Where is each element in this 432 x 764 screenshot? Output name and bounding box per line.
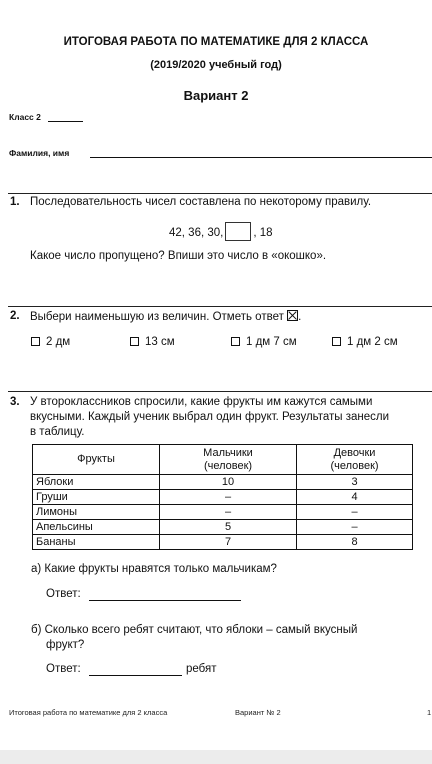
- table-cell: –: [160, 505, 297, 520]
- school-year: (2019/2020 учебный год): [150, 59, 282, 71]
- q2-option-4[interactable]: [332, 336, 398, 348]
- table-header-cell: Девочки (человек): [297, 445, 413, 475]
- fruit-table: [32, 444, 413, 550]
- checkbox-icon[interactable]: [332, 337, 341, 346]
- crossed-checkbox-icon: [287, 310, 298, 321]
- table-cell: Яблоки: [33, 475, 160, 490]
- sequence-right: , 18: [253, 227, 273, 239]
- page-title: ИТОГОВАЯ РАБОТА ПО МАТЕМАТИКЕ ДЛЯ 2 КЛАССА: [63, 36, 369, 48]
- q2-option-2[interactable]: [130, 336, 175, 348]
- option-label: 1 дм 2 см: [347, 336, 398, 348]
- table-cell: Апельсины: [33, 520, 160, 535]
- q3-part-b-line-2: фрукт?: [46, 639, 85, 651]
- class-input-line[interactable]: [48, 121, 83, 122]
- table-header-cell: Фрукты: [33, 445, 160, 475]
- page-number: 1: [427, 708, 432, 717]
- checkbox-icon[interactable]: [231, 337, 240, 346]
- q3-line-2: вкусными. Каждый ученик выбрал один фрукт. Результаты занесли: [30, 411, 390, 423]
- footer-variant: Вариант № 2: [235, 708, 281, 717]
- table-row: [33, 475, 413, 490]
- table-cell: Груши: [33, 490, 160, 505]
- q3-part-b-line-1: б) Сколько всего ребят считают, что яблоки – самый вкусный: [31, 624, 358, 636]
- table-cell: –: [297, 505, 413, 520]
- answer-label-a: Ответ:: [46, 588, 81, 600]
- name-input-line[interactable]: [90, 157, 432, 158]
- q2-number: 2.: [10, 310, 20, 322]
- q1-number: 1.: [10, 196, 20, 208]
- answer-unit: ребят: [186, 663, 217, 675]
- table-cell: 10: [160, 475, 297, 490]
- table-cell: 8: [297, 535, 413, 550]
- footer-left: Итоговая работа по математике для 2 класса: [9, 708, 168, 717]
- divider: [8, 193, 432, 194]
- checkbox-icon[interactable]: [130, 337, 139, 346]
- answer-line-a[interactable]: [89, 600, 241, 601]
- name-label: Фамилия, имя: [9, 148, 70, 158]
- table-cell: 7: [160, 535, 297, 550]
- table-header-cell: Мальчики (человек): [160, 445, 297, 475]
- table-cell: –: [160, 490, 297, 505]
- option-label: 13 см: [145, 336, 175, 348]
- q1-text: Последовательность чисел составлена по некоторому правилу.: [30, 196, 372, 208]
- sequence-left: 42, 36, 30,: [169, 227, 224, 239]
- q3-number: 3.: [10, 396, 20, 408]
- table-row: [33, 535, 413, 550]
- q1-sequence: [169, 222, 273, 241]
- table-cell: 5: [160, 520, 297, 535]
- answer-box[interactable]: [225, 222, 251, 241]
- q2-text: Выбери наименьшую из величин. Отметь ответ .: [30, 311, 302, 323]
- table-row: [33, 505, 413, 520]
- q2-option-3[interactable]: [231, 336, 297, 348]
- q2-option-1[interactable]: [31, 336, 70, 348]
- q2-instruction: Выбери наименьшую из величин. Отметь ответ: [30, 311, 284, 323]
- q3-line-1: У второклассников спросили, какие фрукты им кажутся самыми: [30, 396, 373, 408]
- table-header-row: [33, 445, 413, 475]
- option-label: 1 дм 7 см: [246, 336, 297, 348]
- q3-line-3: в таблицу.: [30, 426, 85, 438]
- table-cell: 3: [297, 475, 413, 490]
- divider: [8, 391, 432, 392]
- table-cell: –: [297, 520, 413, 535]
- table-cell: Лимоны: [33, 505, 160, 520]
- answer-label-b: Ответ:: [46, 663, 81, 675]
- table-cell: 4: [297, 490, 413, 505]
- q1-ask: Какое число пропущено? Впиши это число в «окошко».: [30, 250, 327, 262]
- checkbox-icon[interactable]: [31, 337, 40, 346]
- variant-title: Вариант 2: [183, 88, 249, 103]
- table-cell: Бананы: [33, 535, 160, 550]
- option-label: 2 дм: [46, 336, 71, 348]
- answer-line-b[interactable]: [89, 675, 182, 676]
- divider: [8, 306, 432, 307]
- table-row: [33, 490, 413, 505]
- class-label: Класс 2: [9, 112, 41, 122]
- table-row: [33, 520, 413, 535]
- q3-part-a: а) Какие фрукты нравятся только мальчикам?: [31, 563, 277, 575]
